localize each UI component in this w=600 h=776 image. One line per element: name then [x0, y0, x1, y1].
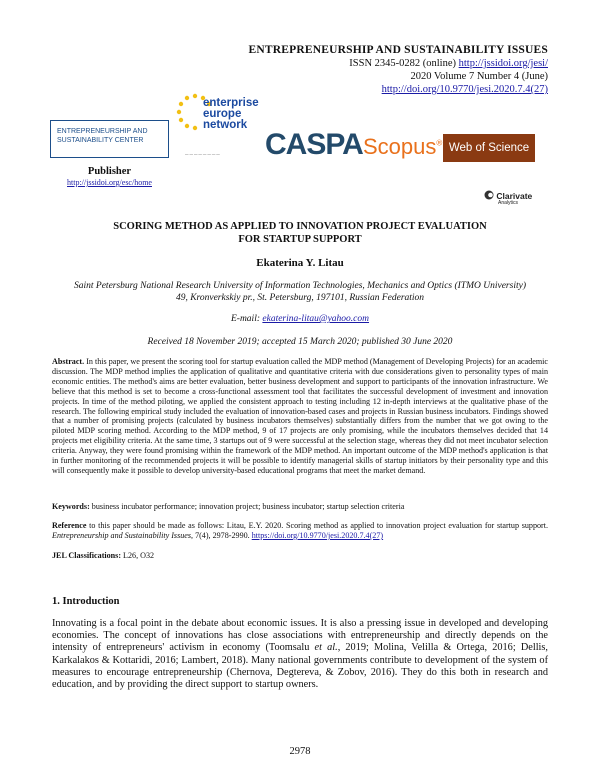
page-number: 2978 [289, 746, 311, 757]
article-title [60, 220, 540, 246]
email-line [60, 314, 540, 324]
affiliation [50, 280, 550, 304]
email-label: E-mail: [230, 314, 263, 324]
email-link[interactable]: ekaterina-litau@yahoo.com [262, 314, 370, 324]
doi-link[interactable]: http://doi.org/10.9770/jesi.2020.7.4(27) [381, 84, 548, 95]
intro-et-al: et al. [314, 642, 338, 654]
volume-line: 2020 Volume 7 Number 4 (June) [410, 71, 548, 82]
keywords [52, 502, 548, 512]
esc-logo [50, 120, 169, 158]
een-tagline-mark: — — — — — — — — [185, 152, 220, 156]
reference-pages: , 7(4), 2978-2990. [191, 531, 252, 540]
reference-journal: Entrepreneurship and Sustainability Issues [52, 531, 192, 540]
scopus-logo-text: Scopus [363, 134, 437, 159]
abstract-label: Abstract. [52, 357, 85, 366]
abstract-text: In this paper, we present the scoring tool for startup evaluation called the MDP method (Management of Developing Projects) for an academic discussion. The MDP method implies the application of qualitative and quantitative criteria with due considerations given to personality types of main economic entities. The method's aims are better evaluation, better business development and support to participants of the innovation infrastructure. We believe that this method is set to become a cross-functional assessment tool that facilitates the successful development of investment and innovation projects. In time of the method piloting, we applied the consistent approach to testing including 12 in-depth interviews at the qualitative phase of the research. The following empirical study included the evaluation of innovation-based cases and projects in Russian business incubators. Findings showed that a number of promising projects (calculated by business incubators themselves) substantially differs from the number that we got owing to the piloted MDP scoring method. According to the MDP method, 9 of 17 projects are only promising, while the incubators themselves decided that 14 projects met eligibility criteria. At the same time, 3 startups out of 9 were successful at the selection stage, whereas they did not meet incubator selection criteria. Anyway, they were found promising within the framework of the MDP method. An important outcome of the MDP method's application is that in further monitoring of the recommended projects it will be possible to identify managerial skills of startup initiators by their personality type and this will consequently make it possible to develop university-based educational programs that meet the market demand. [52, 357, 548, 475]
journal-title: ENTREPRENEURSHIP AND SUSTAINABILITY ISSUES [248, 44, 548, 56]
article-title-line1: SCORING METHOD AS APPLIED TO INNOVATION PROJECT EVALUATION [113, 221, 487, 232]
jel-classifications [52, 551, 548, 561]
clarivate-icon [484, 190, 494, 200]
een-line3: network [203, 119, 248, 131]
reference-label: Reference [52, 521, 87, 530]
een-line1: enterprise [203, 97, 259, 109]
scopus-registered-mark: ® [436, 138, 443, 148]
web-of-science-logo: Web of Science [443, 134, 535, 162]
affiliation-line1: Saint Petersburg National Research University of Information Technologies, Mechanics and Optics (ITMO University) [74, 281, 526, 291]
reference [52, 521, 548, 541]
clarivate-logo [484, 190, 533, 206]
issn-text: ISSN 2345-0282 (online) [349, 58, 459, 69]
abstract [52, 357, 548, 476]
jel-label: JEL Classifications: [52, 551, 122, 560]
author-name: Ekaterina Y. Litau [256, 257, 344, 269]
keywords-label: Keywords: [52, 502, 90, 511]
scopus-logo [363, 134, 442, 160]
article-title-line2: FOR STARTUP SUPPORT [238, 234, 362, 245]
keywords-text: business incubator performance; innovation project; business incubator; startup selection criteria [89, 502, 405, 511]
journal-link[interactable]: http://jssidoi.org/jesi/ [458, 58, 548, 69]
intro-text-part1: Innovating is a focal point in the debate about economic issues. It is also a pressing issue in developed and developing economies. The concept of innovations has close associations with entrepreneurship and directly depends on the intensity of entrepreneurs' activism in economy (Toomsalu [52, 618, 548, 654]
publisher-link[interactable]: http://jssidoi.org/esc/home [67, 178, 152, 187]
publisher-label: Publisher [87, 166, 132, 177]
jel-text: L26, O32 [121, 551, 155, 560]
issn-line [249, 57, 549, 70]
intro-text-part2: , 2019; Molina, Velilla & Ortega, 2016; Dellis, Karkalakos & Kottaridi, 2016; Lambert, 2018). Many national governments contribute to development of the system of measures to encourage entrepreneurship (Chernova, Degtereva, & Zobov, 2016). They do this both in research and education, and by providing the direct support to startup owners. [52, 642, 548, 691]
section-heading: 1. Introduction [52, 596, 120, 607]
clarivate-name: Clarivate [496, 191, 533, 201]
introduction-paragraph [52, 618, 548, 691]
reference-doi-link[interactable]: https://doi.org/10.9770/jesi.2020.7.4(27) [251, 531, 384, 540]
een-line2: europe [203, 108, 242, 120]
caspa-logo: CASPA [265, 128, 363, 161]
affiliation-line2: 49, Kronverkskiy pr., St. Petersburg, 197101, Russian Federation [175, 293, 425, 303]
journal-header [249, 44, 549, 96]
reference-text: to this paper should be made as follows: Litau, E.Y. 2020. Scoring method as applied to innovation project evaluation for startup support. [86, 521, 548, 530]
clarivate-sub: Analytics [498, 200, 519, 206]
publication-dates: Received 18 November 2019; accepted 15 March 2020; published 30 June 2020 [147, 337, 453, 347]
een-logo [175, 92, 257, 162]
esc-logo-line1: ENTREPRENEURSHIP AND [57, 128, 148, 135]
esc-logo-line2: SUSTAINABILITY CENTER [57, 137, 144, 144]
